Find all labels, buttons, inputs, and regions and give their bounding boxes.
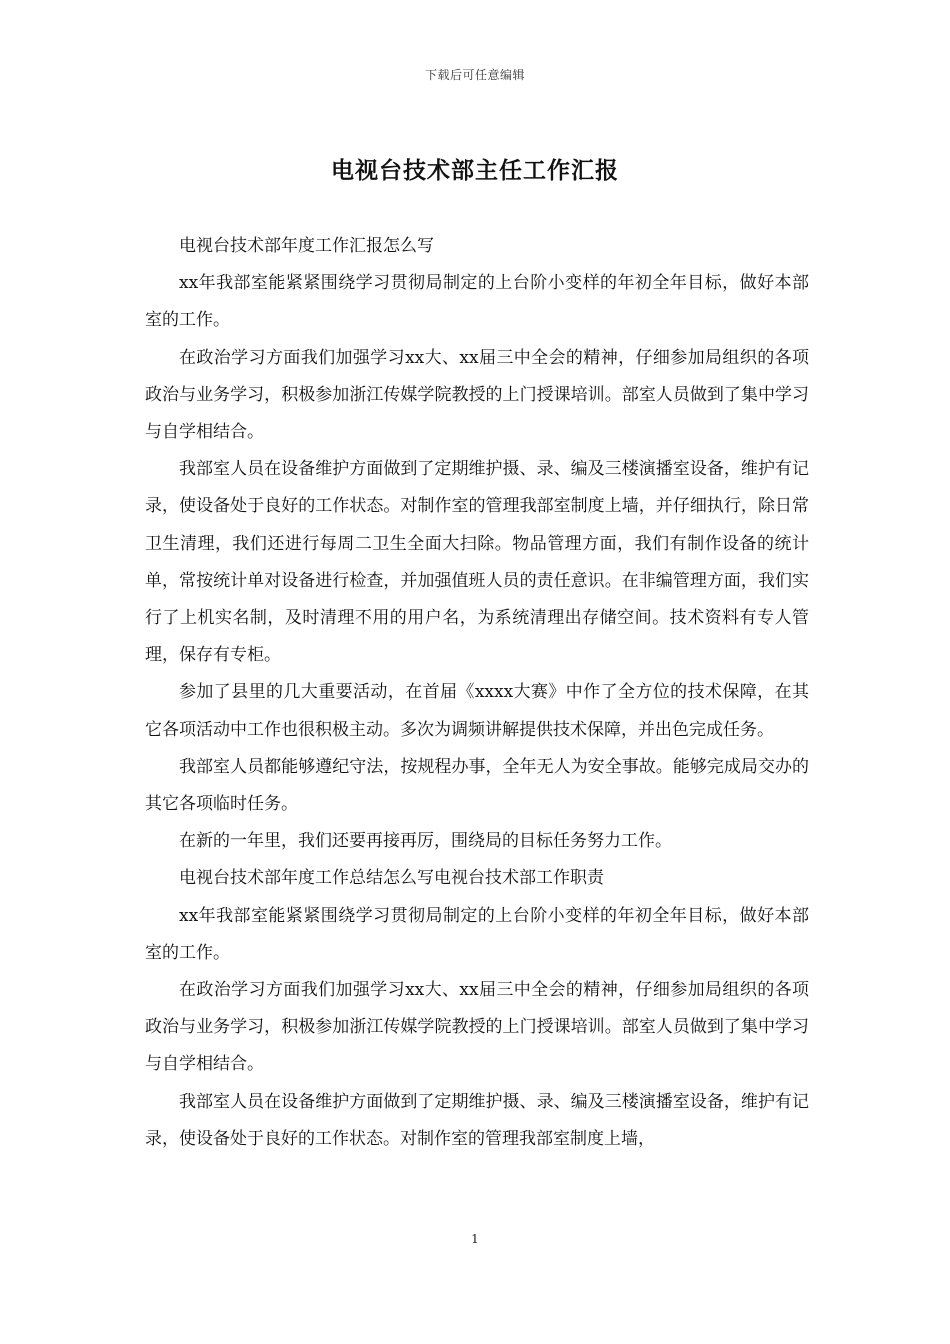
document-body: [145, 228, 809, 1158]
header-note: 下载后可任意编辑: [424, 68, 525, 82]
paragraph: xx年我部室能紧紧围绕学习贯彻局制定的上台阶小变样的年初全年目标，做好本部室的工作。: [145, 273, 809, 331]
paragraph: xx年我部室能紧紧围绕学习贯彻局制定的上台阶小变样的年初全年目标，做好本部室的工作。: [145, 905, 809, 963]
paragraph: 我部室人员在设备维护方面做到了定期维护摄、录、编及三楼演播室设备，维护有记录，使设备处于良好的工作状态。对制作室的管理我部室制度上墙，: [145, 1091, 809, 1149]
page-number: 1: [471, 1232, 479, 1246]
paragraph: 我部室人员都能够遵纪守法，按规程办事，全年无人为安全事故。能够完成局交办的其它各项临时任务。: [145, 756, 809, 815]
paragraph: 参加了县里的几大重要活动，在首届《xxxx大赛》中作了全方位的技术保障，在其它各项活动中工作也很积极主动。多次为调频讲解提供技术保障，并出色完成任务。: [145, 682, 809, 740]
paragraph: 在政治学习方面我们加强学习xx大、xx届三中全会的精神，仔细参加局组织的各项政治与业务学习，积极参加浙江传媒学院教授的上门授课培训。部室人员做到了集中学习与自学相结合。: [145, 980, 809, 1075]
paragraph: 我部室人员在设备维护方面做到了定期维护摄、录、编及三楼演播室设备，维护有记录，使设备处于良好的工作状态。对制作室的管理我部室制度上墙，并仔细执行，除日常卫生清理，我们还进行每周二卫生全面大扫除。物品管理方面，我们有制作设备的统计单，常按统计单对设备进行检查，并加强值班人员的责任意识。在非编管理方面，我们实行了上机实名制，及时清理不用的用户名，为系统清理出存储空间。技术资料有专人管理，保存有专柜。: [145, 459, 809, 666]
paragraph: 电视台技术部年度工作总结怎么写电视台技术部工作职责: [179, 868, 604, 889]
paragraph: 电视台技术部年度工作汇报怎么写: [179, 236, 434, 256]
document-title: 电视台技术部主任工作汇报: [331, 157, 619, 184]
paragraph: 在政治学习方面我们加强学习xx大、xx届三中全会的精神，仔细参加局组织的各项政治与业务学习，积极参加浙江传媒学院教授的上门授课培训。部室人员做到了集中学习与自学相结合。: [145, 347, 809, 443]
paragraph: 在新的一年里，我们还要再接再厉，围绕局的目标任务努力工作。: [179, 831, 672, 852]
